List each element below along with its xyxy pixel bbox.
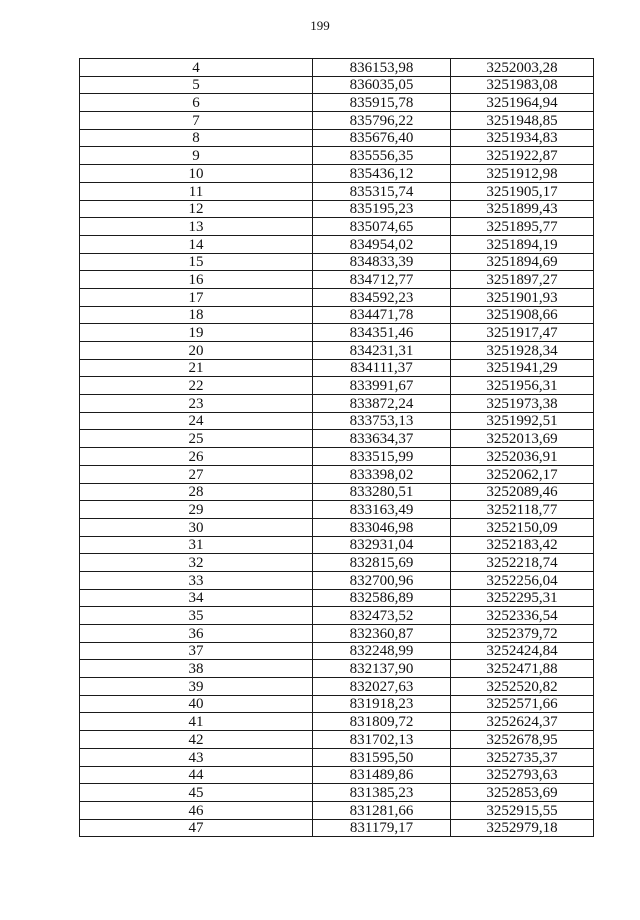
x-coordinate-cell: 835436,12 [313,165,451,183]
table-row [80,182,594,200]
y-coordinate-cell: 3251934,83 [451,129,594,147]
table-row [80,713,594,731]
y-coordinate-cell: 3252336,54 [451,607,594,625]
y-coordinate-cell: 3252793,63 [451,766,594,784]
point-number-cell: 24 [80,412,313,430]
y-coordinate-cell: 3252571,66 [451,695,594,713]
point-number-cell: 36 [80,625,313,643]
x-coordinate-cell: 836153,98 [313,59,451,77]
x-coordinate-cell: 835915,78 [313,94,451,112]
y-coordinate-cell: 3252424,84 [451,642,594,660]
point-number-cell: 44 [80,766,313,784]
table-row [80,536,594,554]
point-number-cell: 6 [80,94,313,112]
y-coordinate-cell: 3252853,69 [451,784,594,802]
table-row [80,430,594,448]
table-row [80,271,594,289]
x-coordinate-cell: 834712,77 [313,271,451,289]
point-number-cell: 17 [80,288,313,306]
x-coordinate-cell: 832473,52 [313,607,451,625]
x-coordinate-cell: 832137,90 [313,660,451,678]
table-row [80,288,594,306]
y-coordinate-cell: 3251897,27 [451,271,594,289]
point-number-cell: 19 [80,324,313,342]
point-number-cell: 29 [80,501,313,519]
y-coordinate-cell: 3251922,87 [451,147,594,165]
x-coordinate-cell: 834351,46 [313,324,451,342]
table-row [80,554,594,572]
y-coordinate-cell: 3252624,37 [451,713,594,731]
y-coordinate-cell: 3252915,55 [451,801,594,819]
table-row [80,731,594,749]
point-number-cell: 34 [80,589,313,607]
point-number-cell: 25 [80,430,313,448]
y-coordinate-cell: 3251964,94 [451,94,594,112]
y-coordinate-cell: 3251899,43 [451,200,594,218]
point-number-cell: 9 [80,147,313,165]
table-row [80,342,594,360]
point-number-cell: 32 [80,554,313,572]
point-number-cell: 39 [80,678,313,696]
table-row [80,518,594,536]
point-number-cell: 40 [80,695,313,713]
table-row [80,200,594,218]
x-coordinate-cell: 834833,39 [313,253,451,271]
table-row [80,465,594,483]
y-coordinate-cell: 3252256,04 [451,571,594,589]
table-row [80,359,594,377]
table-row [80,766,594,784]
point-number-cell: 43 [80,748,313,766]
x-coordinate-cell: 831385,23 [313,784,451,802]
x-coordinate-cell: 835074,65 [313,218,451,236]
table-row [80,218,594,236]
y-coordinate-cell: 3252379,72 [451,625,594,643]
point-number-cell: 15 [80,253,313,271]
point-number-cell: 38 [80,660,313,678]
point-number-cell: 41 [80,713,313,731]
y-coordinate-cell: 3251894,19 [451,235,594,253]
table-row [80,76,594,94]
point-number-cell: 7 [80,112,313,130]
point-number-cell: 5 [80,76,313,94]
x-coordinate-cell: 832700,96 [313,571,451,589]
x-coordinate-cell: 833398,02 [313,465,451,483]
point-number-cell: 47 [80,819,313,837]
x-coordinate-cell: 832027,63 [313,678,451,696]
table-row [80,748,594,766]
y-coordinate-cell: 3251928,34 [451,342,594,360]
table-row [80,377,594,395]
y-coordinate-cell: 3251992,51 [451,412,594,430]
x-coordinate-cell: 831489,86 [313,766,451,784]
x-coordinate-cell: 834111,37 [313,359,451,377]
table-row [80,147,594,165]
y-coordinate-cell: 3252036,91 [451,448,594,466]
point-number-cell: 10 [80,165,313,183]
y-coordinate-cell: 3252013,69 [451,430,594,448]
y-coordinate-cell: 3251956,31 [451,377,594,395]
point-number-cell: 18 [80,306,313,324]
point-number-cell: 21 [80,359,313,377]
y-coordinate-cell: 3251895,77 [451,218,594,236]
y-coordinate-cell: 3251948,85 [451,112,594,130]
table-row [80,59,594,77]
x-coordinate-cell: 832815,69 [313,554,451,572]
y-coordinate-cell: 3252218,74 [451,554,594,572]
x-coordinate-cell: 834231,31 [313,342,451,360]
point-number-cell: 35 [80,607,313,625]
table-body [80,59,594,837]
table-row [80,660,594,678]
table-row [80,695,594,713]
y-coordinate-cell: 3252089,46 [451,483,594,501]
point-number-cell: 26 [80,448,313,466]
point-number-cell: 14 [80,235,313,253]
y-coordinate-cell: 3251905,17 [451,182,594,200]
y-coordinate-cell: 3252150,09 [451,518,594,536]
y-coordinate-cell: 3252295,31 [451,589,594,607]
table-row [80,253,594,271]
y-coordinate-cell: 3252471,88 [451,660,594,678]
x-coordinate-cell: 831809,72 [313,713,451,731]
x-coordinate-cell: 833991,67 [313,377,451,395]
y-coordinate-cell: 3251912,98 [451,165,594,183]
table-row [80,165,594,183]
point-number-cell: 33 [80,571,313,589]
x-coordinate-cell: 833872,24 [313,395,451,413]
x-coordinate-cell: 835195,23 [313,200,451,218]
y-coordinate-cell: 3252735,37 [451,748,594,766]
table-row [80,112,594,130]
table-row [80,412,594,430]
x-coordinate-cell: 834471,78 [313,306,451,324]
y-coordinate-cell: 3251894,69 [451,253,594,271]
x-coordinate-cell: 835315,74 [313,182,451,200]
y-coordinate-cell: 3251917,47 [451,324,594,342]
point-number-cell: 22 [80,377,313,395]
x-coordinate-cell: 833515,99 [313,448,451,466]
x-coordinate-cell: 834954,02 [313,235,451,253]
y-coordinate-cell: 3251941,29 [451,359,594,377]
page-number: 199 [310,18,330,33]
point-number-cell: 8 [80,129,313,147]
y-coordinate-cell: 3251901,93 [451,288,594,306]
y-coordinate-cell: 3252062,17 [451,465,594,483]
x-coordinate-cell: 833046,98 [313,518,451,536]
point-number-cell: 45 [80,784,313,802]
table-row [80,448,594,466]
x-coordinate-cell: 832360,87 [313,625,451,643]
y-coordinate-cell: 3251983,08 [451,76,594,94]
y-coordinate-cell: 3252118,77 [451,501,594,519]
table-row [80,607,594,625]
point-number-cell: 16 [80,271,313,289]
table-row [80,642,594,660]
point-number-cell: 20 [80,342,313,360]
x-coordinate-cell: 834592,23 [313,288,451,306]
x-coordinate-cell: 833753,13 [313,412,451,430]
point-number-cell: 23 [80,395,313,413]
table-row [80,819,594,837]
x-coordinate-cell: 835676,40 [313,129,451,147]
table-row [80,571,594,589]
x-coordinate-cell: 833634,37 [313,430,451,448]
point-number-cell: 46 [80,801,313,819]
table-row [80,483,594,501]
y-coordinate-cell: 3252678,95 [451,731,594,749]
table-row [80,306,594,324]
table-row [80,324,594,342]
point-number-cell: 12 [80,200,313,218]
point-number-cell: 28 [80,483,313,501]
x-coordinate-cell: 833163,49 [313,501,451,519]
x-coordinate-cell: 833280,51 [313,483,451,501]
y-coordinate-cell: 3252979,18 [451,819,594,837]
x-coordinate-cell: 835556,35 [313,147,451,165]
x-coordinate-cell: 831179,17 [313,819,451,837]
table-row [80,235,594,253]
table-row [80,129,594,147]
y-coordinate-cell: 3252003,28 [451,59,594,77]
coordinates-table [79,58,594,837]
table-row [80,94,594,112]
x-coordinate-cell: 832931,04 [313,536,451,554]
x-coordinate-cell: 831281,66 [313,801,451,819]
point-number-cell: 30 [80,518,313,536]
x-coordinate-cell: 831595,50 [313,748,451,766]
point-number-cell: 4 [80,59,313,77]
x-coordinate-cell: 832248,99 [313,642,451,660]
table-row [80,784,594,802]
table-row [80,589,594,607]
table-row [80,501,594,519]
x-coordinate-cell: 835796,22 [313,112,451,130]
y-coordinate-cell: 3251908,66 [451,306,594,324]
point-number-cell: 37 [80,642,313,660]
y-coordinate-cell: 3252520,82 [451,678,594,696]
point-number-cell: 11 [80,182,313,200]
table-row [80,678,594,696]
table-row [80,801,594,819]
table-row [80,395,594,413]
point-number-cell: 42 [80,731,313,749]
table-row [80,625,594,643]
point-number-cell: 27 [80,465,313,483]
x-coordinate-cell: 831702,13 [313,731,451,749]
y-coordinate-cell: 3252183,42 [451,536,594,554]
y-coordinate-cell: 3251973,38 [451,395,594,413]
x-coordinate-cell: 832586,89 [313,589,451,607]
x-coordinate-cell: 831918,23 [313,695,451,713]
point-number-cell: 13 [80,218,313,236]
x-coordinate-cell: 836035,05 [313,76,451,94]
point-number-cell: 31 [80,536,313,554]
